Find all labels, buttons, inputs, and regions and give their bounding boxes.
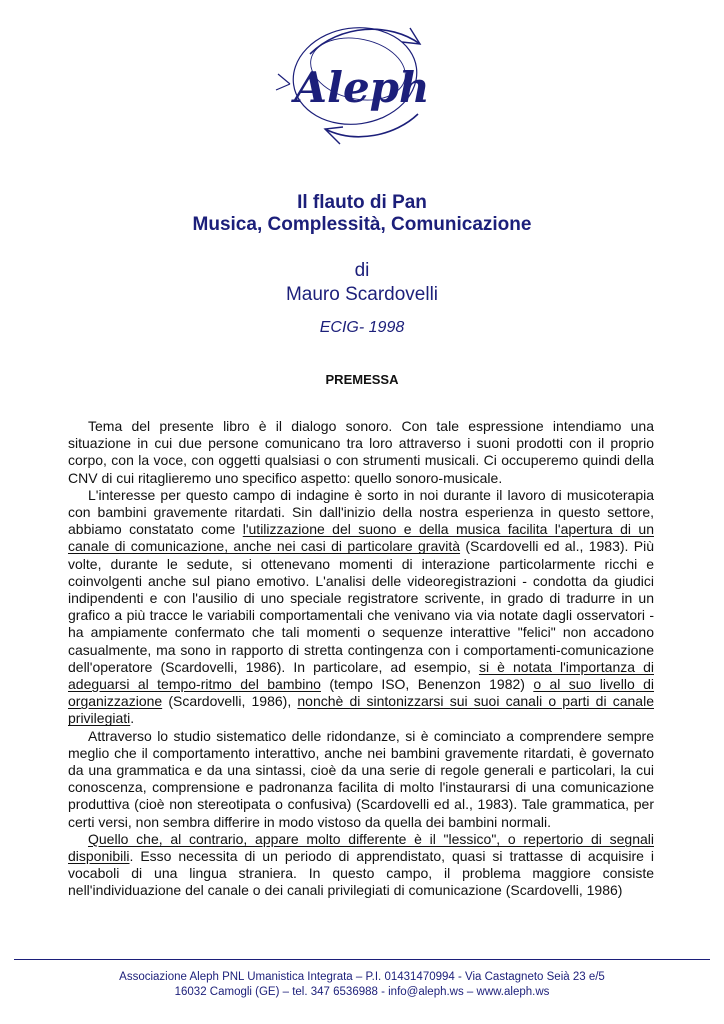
paragraph <box>68 487 654 728</box>
by-label: di <box>354 260 370 281</box>
paragraph <box>68 831 654 900</box>
paragraph <box>68 728 654 831</box>
underlined-text: si è notata l'importanza di adeguarsi al tempo-ritmo del bambino <box>68 658 654 693</box>
text-segment: L'interesse per questo campo di indagine è sorto in noi durante il lavoro di musicoterapia con bambini gravemente ritardati. Sin dall'inizio della nostra esperienza in questo settore, abbiamo constatato come <box>68 486 654 538</box>
text-segment: . Esso necessita di un periodo di apprendistato, quasi si trattasse di acquisire i vocaboli di una lingua straniera. In questo campo, il problema maggiore consiste nell'individuazione del canale o dei canali privilegiati di comunicazione (Scardovelli, 1986) <box>68 848 654 899</box>
footer-line-2: 16032 Camogli (GE) – tel. 347 6536988 - info@aleph.ws – www.aleph.ws <box>174 986 550 998</box>
aleph-logo <box>270 14 450 154</box>
text-segment: Attraverso lo studio sistematico delle ridondanze, si è cominciato a comprendere sempre meglio che il comportamento interattivo, anche nei bambini gravemente ritardati, è governato da una grammatica e da una sintassi, cioè da una serie di regole generali e particolari, la cui conoscenza, comprensione e padronanza facilita di molto l'instaurarsi di una comunicazione produttiva (cioè non stereotipata o confusiva) (Scardovelli ed al., 1983). Tale grammatica, per certi versi, non sembra differire in modo vistoso da quella dei bambini normali. <box>68 727 654 830</box>
publisher-year: ECIG- 1998 <box>319 319 405 336</box>
logo-swoosh-bottom <box>325 114 418 137</box>
text-segment: (Scardovelli ed al., 1983). Più volte, durante le sedute, si ottenevano momenti di interazione particolarmente ricchi e coinvolgenti anche sul piano emotivo. L'analisi delle videoregistrazioni - condotta da giudici indipendenti e con l'ausilio di uno speciale registratore scrivente, in grado di tradurre in un grafico a più tracce le variabili comportamentali che venivano via via notate dagli osservatori - ha ampiamente confermato che tali momenti o sequenze interattive "felici" non accadono casualmente, ma sono in rapporto di stretta contingenza con i comportamenti-comunicazione dell'operatore (Scardovelli, 1986). In particolare, ad esempio, <box>68 538 654 675</box>
author-name: Mauro Scardovelli <box>285 284 439 305</box>
underlined-text: nonchè di sintonizzarsi sui suoi canali o parti di canale privilegiati <box>68 693 654 727</box>
text-segment: Tema del presente libro è il dialogo sonoro. Con tale espressione intendiamo una situazione in cui due persone comunicano tra loro attraverso i suoni prodotti con il proprio corpo, con la voce, con oggetti qualsiasi o con strumenti musicali. Ci occuperemo quindi della CNV di cui ritaglieremo uno specifico aspetto: quello sonoro-musicale. <box>68 418 654 486</box>
underlined-text: Quello che, al contrario, appare molto differente è il "lessico", o repertorio di segnali disponibili <box>68 830 654 865</box>
footer-divider <box>14 959 710 960</box>
paragraph <box>68 418 654 487</box>
book-title: Il flauto di Pan <box>297 192 427 213</box>
logo-wordmark: Aleph <box>294 63 430 112</box>
book-subtitle: Musica, Complessità, Comunicazione <box>192 214 532 235</box>
text-segment: (Scardovelli, 1986), <box>162 693 298 710</box>
underlined-text: o al suo livello di organizzazione <box>68 676 655 710</box>
footer-line-1: Associazione Aleph PNL Umanistica Integrata – P.I. 01431470994 - Via Castagneto Seià 23 e/5 <box>119 971 605 983</box>
logo-arrow-left <box>276 74 290 90</box>
footer <box>0 970 724 1000</box>
text-segment: . <box>130 710 135 727</box>
section-heading: PREMESSA <box>325 372 399 387</box>
underlined-text: l'utilizzazione del suono e della musica facilita l'apertura di un canale di comunicazione, anche nei casi di particolare gravità <box>68 521 654 555</box>
text-segment: (tempo ISO, Benenzon 1982) <box>320 676 534 693</box>
body-text <box>68 418 654 900</box>
